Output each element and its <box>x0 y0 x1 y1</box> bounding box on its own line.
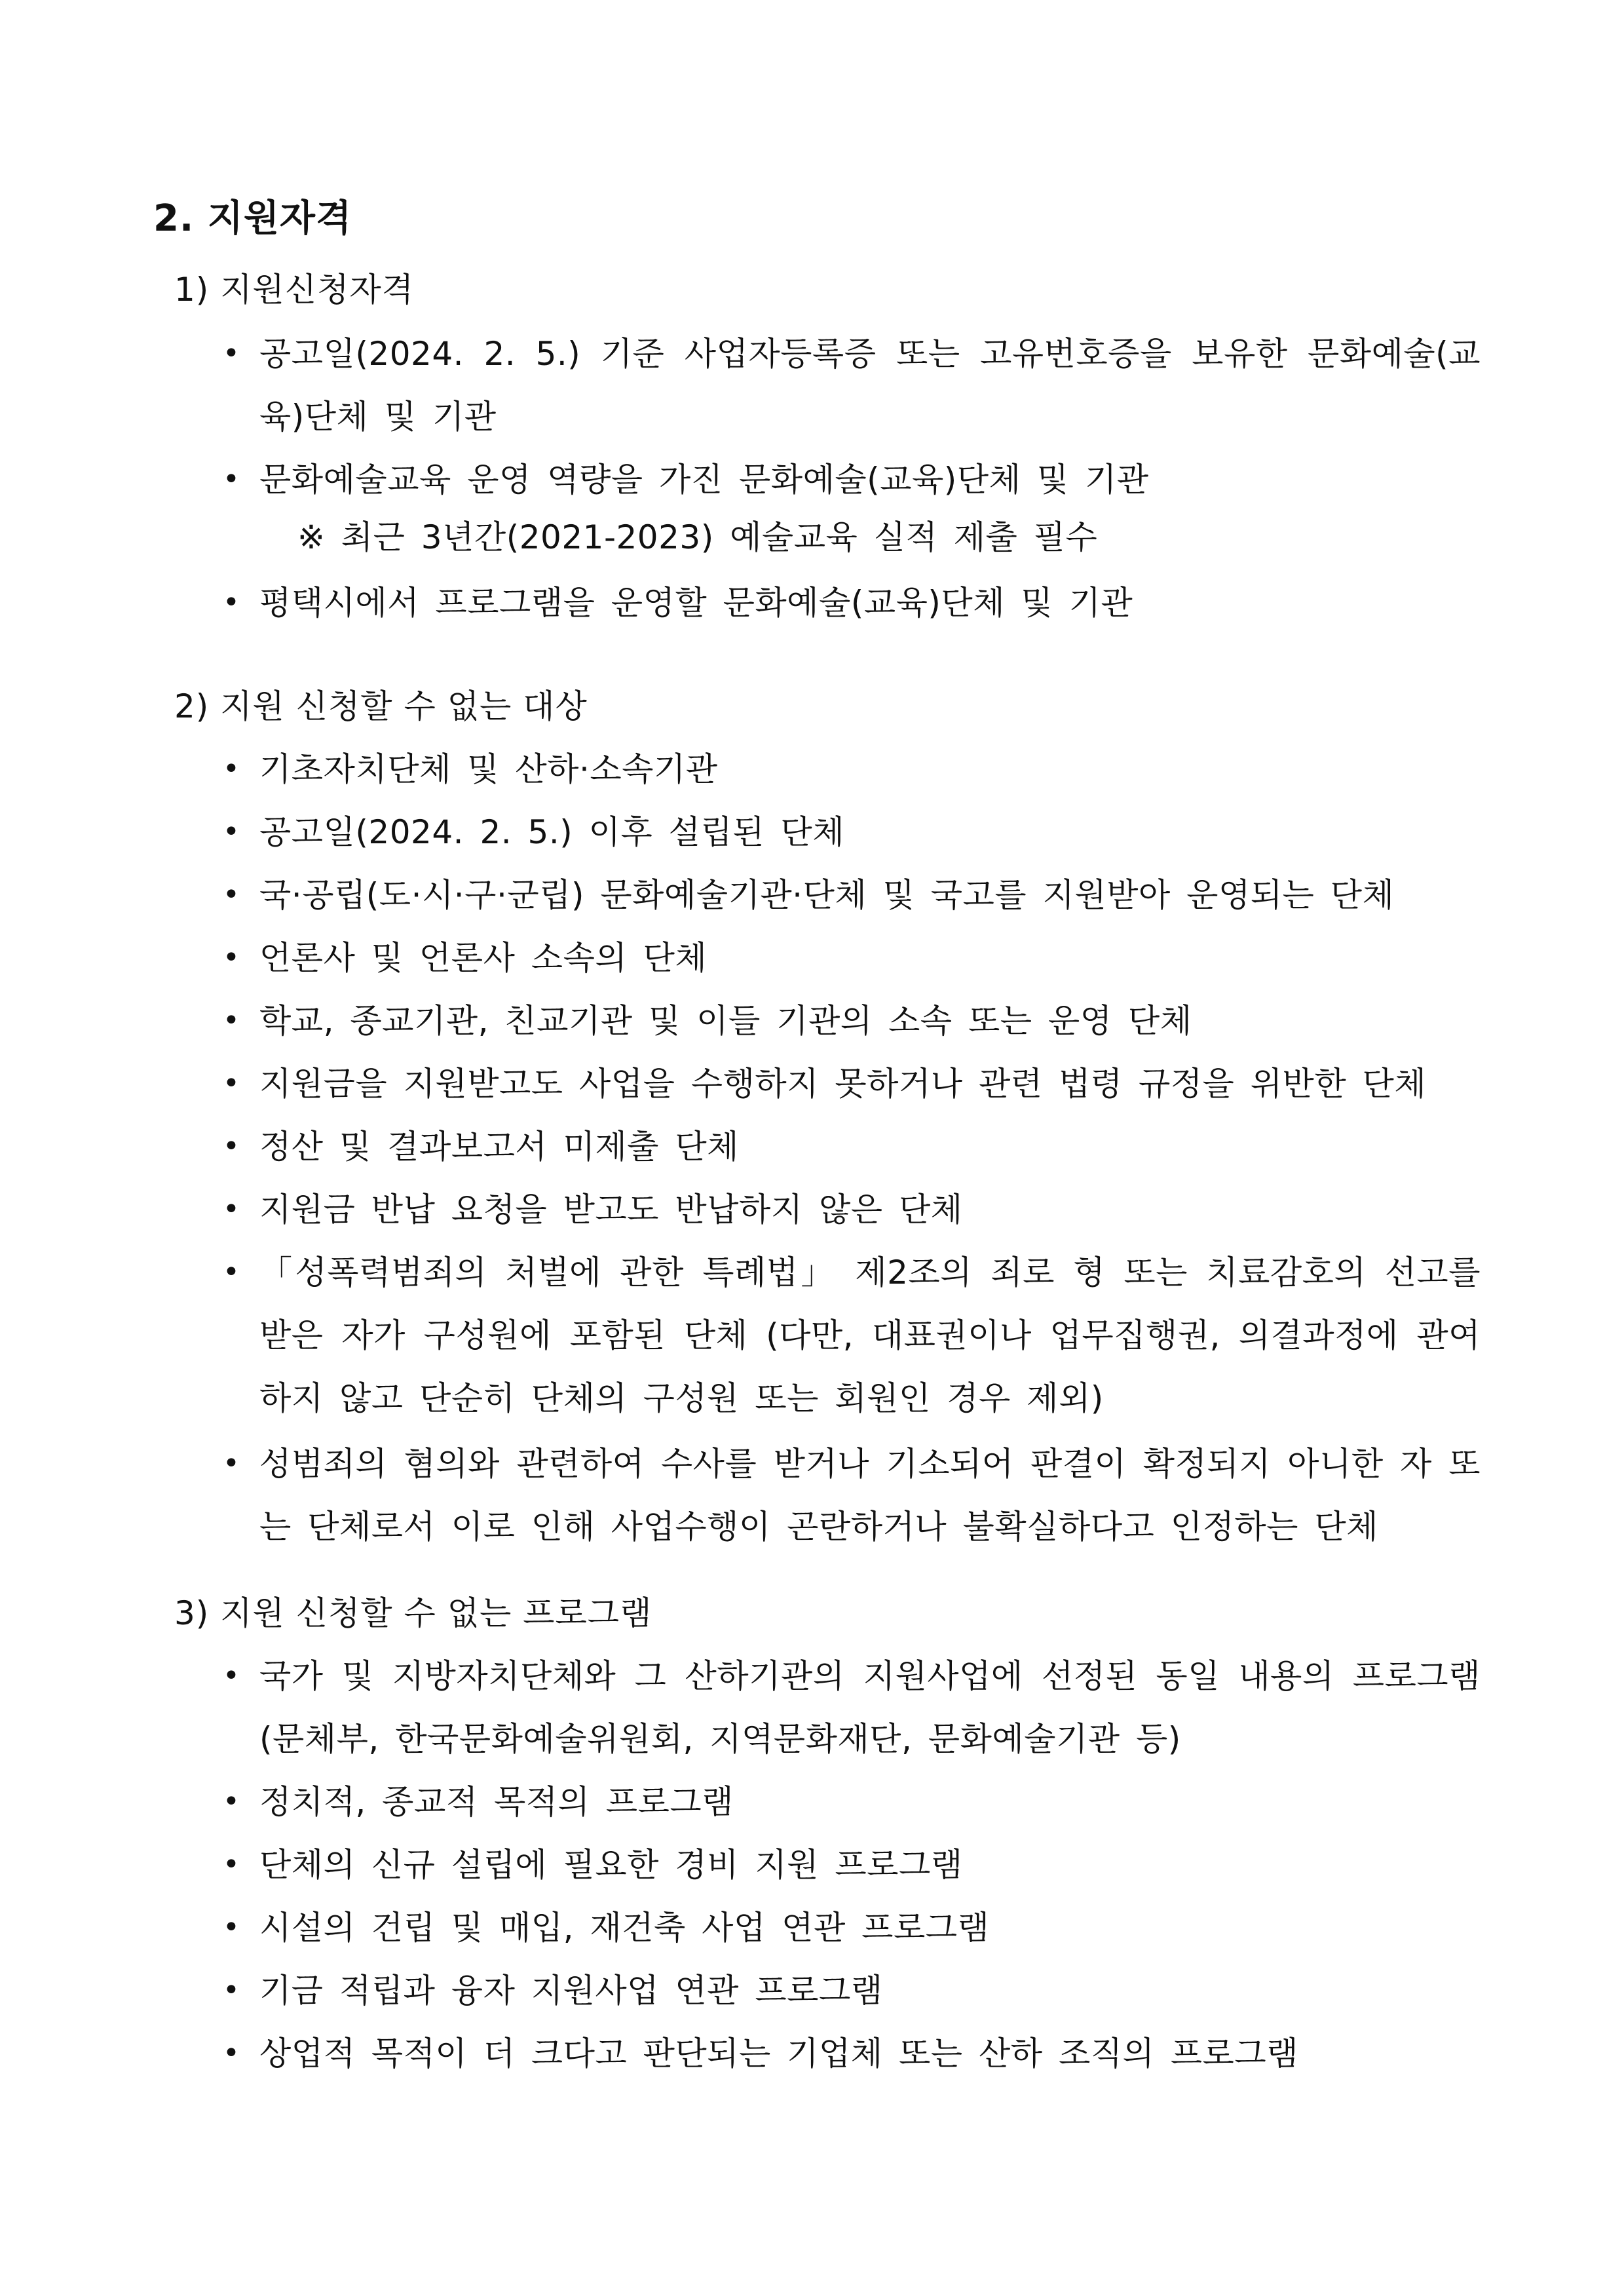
list-item-text: 지원금 반납 요청을 받고도 반납하지 않은 단체 <box>259 1191 963 1229</box>
note-text: ※ 최근 3년간(2021-2023) 예술교육 실적 제출 필수 <box>297 518 1098 556</box>
bullet-icon: • <box>223 1447 240 1480</box>
bullet-icon: • <box>223 2037 240 2070</box>
list-item-text: 학교, 종교기관, 친교기관 및 이들 기관의 소속 또는 운영 단체 <box>259 1002 1192 1040</box>
list-item <box>223 1178 1481 1241</box>
list-item <box>223 1896 1481 1959</box>
subsection-heading-ineligible-programs: 3) 지원 신청할 수 없는 프로그램 <box>174 1594 652 1632</box>
list-item-text: 정산 및 결과보고서 미제출 단체 <box>259 1128 739 1166</box>
list-item <box>223 1052 1481 1115</box>
list-item-text: 정치적, 종교적 목적의 프로그램 <box>259 1783 734 1821</box>
list-item <box>223 989 1481 1052</box>
bullet-icon: • <box>223 941 240 974</box>
bullet-icon: • <box>223 1067 240 1100</box>
bullet-icon: • <box>223 752 240 786</box>
bullet-icon: • <box>223 815 240 849</box>
list-item <box>223 448 1481 511</box>
list-item <box>223 1645 1481 1770</box>
list-item-text: 성범죄의 혐의와 관련하여 수사를 받거나 기소되어 판결이 확정되지 아니한 자 또는 단체로서 이로 인해 사업수행이 곤란하거나 불확실하다고 인정하는 단체 <box>259 1445 1481 1546</box>
bullet-icon: • <box>223 586 240 619</box>
list-item-text: 언론사 및 언론사 소속의 단체 <box>259 939 708 977</box>
list-item-text: 문화예술교육 운영 역량을 가진 문화예술(교육)단체 및 기관 <box>259 461 1149 499</box>
list-item <box>223 1770 1481 1833</box>
bullet-icon: • <box>223 1193 240 1226</box>
bullet-icon: • <box>223 1659 240 1693</box>
list-item-text: 국가 및 지방자치단체와 그 산하기관의 지원사업에 선정된 동일 내용의 프로그램(문체부, 한국문화예술위원회, 지역문화재단, 문화예술기관 등) <box>259 1657 1481 1758</box>
list-item-text: 단체의 신규 설립에 필요한 경비 지원 프로그램 <box>259 1846 963 1884</box>
list-item-text: 공고일(2024. 2. 5.) 이후 설립된 단체 <box>259 813 845 851</box>
list-item <box>223 864 1481 927</box>
bullet-icon: • <box>223 1130 240 1163</box>
list-item <box>223 322 1481 448</box>
list-item <box>223 571 1481 634</box>
subsection-heading-eligibility: 1) 지원신청자격 <box>174 271 415 309</box>
bullet-icon: • <box>223 1785 240 1818</box>
bullet-icon: • <box>223 1848 240 1881</box>
section-title: 2. 지원자격 <box>153 197 352 240</box>
list-item <box>223 2022 1481 2085</box>
list-item <box>223 1432 1481 1558</box>
bullet-icon: • <box>223 1974 240 2007</box>
list-item <box>223 1241 1481 1430</box>
list-item-text: 국·공립(도·시·구·군립) 문화예술기관·단체 및 국고를 지원받아 운영되는 단체 <box>259 876 1395 914</box>
list-item <box>223 801 1481 864</box>
list-item-text: 기초자치단체 및 산하·소속기관 <box>259 750 718 788</box>
list-item-text: 시설의 건립 및 매입, 재건축 사업 연관 프로그램 <box>259 1909 990 1947</box>
bullet-icon: • <box>223 463 240 496</box>
list-item-text: 평택시에서 프로그램을 운영할 문화예술(교육)단체 및 기관 <box>259 584 1133 622</box>
list-item <box>223 738 1481 801</box>
list-item-text: 지원금을 지원받고도 사업을 수행하지 못하거나 관련 법령 규정을 위반한 단체 <box>259 1065 1427 1103</box>
list-item-text: 상업적 목적이 더 크다고 판단되는 기업체 또는 산하 조직의 프로그램 <box>259 2035 1298 2073</box>
list-item-text: 기금 적립과 융자 지원사업 연관 프로그램 <box>259 1972 883 2010</box>
list-item <box>223 1959 1481 2022</box>
bullet-icon: • <box>223 1004 240 1037</box>
subsection-heading-ineligible-applicants: 2) 지원 신청할 수 없는 대상 <box>174 687 588 725</box>
list-item <box>223 1833 1481 1896</box>
list-item-text: 공고일(2024. 2. 5.) 기준 사업자등록증 또는 고유번호증을 보유한 문화예술(교육)단체 및 기관 <box>259 335 1481 436</box>
bullet-icon: • <box>223 337 240 370</box>
bullet-icon: • <box>223 1255 240 1289</box>
list-item <box>223 1115 1481 1178</box>
bullet-icon: • <box>223 1911 240 1944</box>
list-item <box>223 927 1481 989</box>
bullet-icon: • <box>223 878 240 911</box>
list-item-text: 「성폭력범죄의 처벌에 관한 특례법」 제2조의 죄로 형 또는 치료감호의 선고를 받은 자가 구성원에 포함된 단체 (다만, 대표권이나 업무집행권, 의결과정에 관여하지 않고 단순히 단체의 구성원 또는 회원인 경우 제외) <box>259 1253 1481 1417</box>
